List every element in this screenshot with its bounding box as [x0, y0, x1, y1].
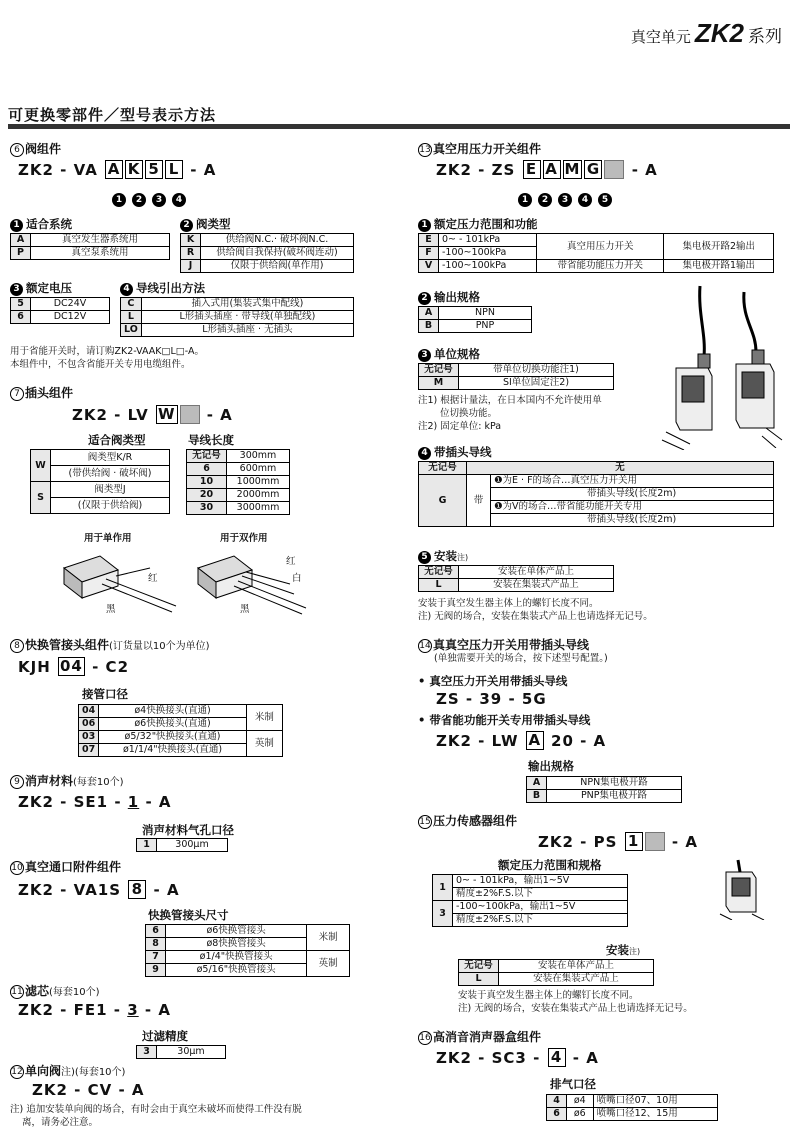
s16-title: 16 高消音消声器盒组件	[419, 1030, 542, 1044]
s11-table: 3 30μm	[136, 1045, 226, 1059]
s6-t4-table: C 插入式用(集装式集中配线) L L形插头插座 · 带导线(单独配线) LO L形插头插座 · 无插头	[120, 297, 354, 337]
s14-b2: • 带省能功能开关专用带插头导线	[418, 713, 591, 727]
s9-title: 9 消声材料(每套10个)	[10, 772, 124, 789]
s13-t5-table: 无记号 安装在单体产品上 L 安装在集装式产品上	[418, 565, 614, 592]
s13-t2-table: A NPN B PNP	[418, 306, 532, 333]
s11-label: 过滤精度	[142, 1029, 188, 1043]
s13-t1-table: E 0~ - 101kPa 真空用压力开关 集电极开路2输出 F -100~100kPa V -100~100kPa 带省能功能压力开关 集电极开路1输出	[418, 233, 774, 273]
s6-model: ZK2 - VA A K 5 L - A	[18, 160, 217, 179]
s6-t1-title: 1 适合系统	[10, 216, 72, 232]
s9-table: 1 300μm	[136, 838, 228, 852]
s7-model: ZK2 - LV W - A	[72, 405, 233, 424]
s10-table: 6 ø6快换管接头 米制 8 ø8快换管接头 7 ø1/4"快换管接头 英制 9 ø5/16"快换管接头	[145, 924, 350, 977]
s15-model: ZK2 - PS 1 - A	[538, 832, 698, 851]
s6-t2-title: 2 阀类型	[180, 216, 231, 232]
s13-t4-table: 无记号 无 G 带 ❶为E · F的场合…真空压力开关用 带插头导线(长度2m) ❶为V的场合…带省能功能开关专用 带插头导线(长度2m)	[418, 461, 774, 527]
s13-t1-title: 1 额定压力范围和功能	[418, 216, 538, 232]
s7-double-label: 用于双作用	[220, 533, 268, 544]
s14-label: 输出规格	[528, 759, 574, 773]
s7-red-1: 红	[148, 573, 158, 584]
s6-t4-title: 4 导线引出方法	[120, 280, 205, 296]
s14-sub: (单独需要开关的场合，按下述型号配置。)	[434, 653, 608, 664]
s10-label: 快换管接头尺寸	[148, 908, 229, 922]
s7-single-label: 用于单作用	[84, 533, 132, 544]
s6-note-2: 本组件中，不包含省能开关专用电缆组件。	[10, 359, 191, 370]
s16-label: 排气口径	[550, 1077, 596, 1091]
pressure-switch-manifold-icon	[726, 290, 786, 448]
s13-t3-title: 3 单位规格	[418, 346, 480, 362]
s14-model: ZK2 - LW A 20 - A	[436, 731, 607, 750]
s7-red-2: 红	[286, 556, 296, 567]
s13-model: ZK2 - ZS E A M G - A	[436, 160, 658, 179]
s13-t4-title: 4 带插头导线	[418, 444, 492, 460]
header-model: ZK2	[694, 18, 744, 48]
s14-b1: • 真空压力开关用带插头导线	[418, 674, 568, 688]
s13-t3-note-1: 注1) 根据计量法，在日本国内不允许使用单	[418, 395, 602, 406]
s11-model: ZK2 - FE1 - 3 - A	[18, 1001, 171, 1019]
s6-title: 6 阀组件	[10, 140, 61, 157]
s14-title: 14 真真空压力开关用带插头导线	[419, 638, 590, 652]
s7-title: 7 插头组件	[10, 384, 73, 401]
s6-dots: 1 2 3 4	[112, 193, 186, 207]
s15-inst-label: 安装注)	[606, 943, 641, 957]
s15-label: 额定压力范围和规格	[498, 858, 602, 872]
page-title: 可更换零部件／型号表示方法	[8, 106, 217, 124]
s13-t2-title: 2 输出规格	[418, 289, 480, 305]
s7-black-1: 黑	[106, 604, 116, 615]
s12-note-2: 离，请务必注意。	[22, 1117, 99, 1128]
s8-title: 8 快换管接头组件(订货量以10个为单位)	[10, 636, 210, 653]
s11-title: 11 滤芯(每套10个)	[11, 984, 100, 998]
s7-valve-label: 适合阀类型	[88, 433, 146, 447]
s10-model: ZK2 - VA1S 8 - A	[18, 880, 180, 899]
s7-white: 白	[292, 573, 302, 584]
s13-t3-note-3: 注2) 固定单位: kPa	[418, 421, 502, 432]
s16-table: 4 ø4 喷嘴口径07、10用 6 ø6 喷嘴口径12、15用	[546, 1094, 718, 1121]
s13-t5-note-1: 安装于真空发生器主体上的螺钉长度不同。	[418, 598, 599, 609]
s15-table: 1 0~ - 101kPa，输出1~5V 精度±2%F.S.以下 3 -100~100kPa，输出1~5V 精度±2%F.S.以下	[432, 874, 628, 927]
s7-len-table: 无记号 300mm 6 600mm 10 1000mm 20 2000mm 30 3000mm	[186, 449, 290, 515]
s13-t3-note-2: 位切换功能。	[440, 408, 498, 419]
s6-note-1: 用于省能开关时，请订购ZK2-VAAK□L□-A。	[10, 346, 204, 357]
header-unit: 真空单元	[630, 28, 691, 46]
s12-model: ZK2 - CV - A	[32, 1081, 145, 1099]
s16-model: ZK2 - SC3 - 4 - A	[436, 1048, 599, 1067]
title-rule	[8, 124, 790, 129]
s7-valve-table: W 阀类型K/R (带供给阀 · 破坏阀) S 阀类型J (仅限于供给阀)	[30, 449, 170, 514]
s13-dots: 1 2 3 4 5	[518, 193, 612, 207]
s12-note-1: 注) 追加安装单向阀的场合，有时会由于真空未破坏而使得工件没有脱	[10, 1104, 302, 1115]
s9-label: 消声材料气孔口径	[142, 823, 234, 837]
pressure-switch-single-icon	[660, 284, 722, 450]
s13-t5-title: 5 安装注)	[418, 548, 468, 564]
page-header	[631, 18, 782, 49]
s15-note-2: 注) 无阀的场合，安装在集装式产品上也请选择无记号。	[458, 1003, 693, 1014]
s6-t1-table: A 真空发生器系统用 P 真空泵系统用	[10, 233, 170, 260]
s6-t3-title: 3 额定电压	[10, 280, 72, 296]
s12-title: 12 单向阀注)(每套10个)	[11, 1064, 126, 1078]
s6-t3-table: 5 DC24V 6 DC12V	[10, 297, 110, 324]
s9-model: ZK2 - SE1 - 1 - A	[18, 793, 172, 811]
s15-note-1: 安装于真空发生器主体上的螺钉长度不同。	[458, 990, 639, 1001]
s13-t5-note-2: 注) 无阀的场合，安装在集装式产品上也请选择无记号。	[418, 611, 653, 622]
s13-title: 13 真空用压力开关组件	[419, 142, 542, 156]
s14-m1: ZS - 39 - 5G	[436, 690, 547, 708]
s14-table: A NPN集电极开路 B PNP集电极开路	[526, 776, 682, 803]
s6-t2-table: K 供给阀N.C.· 破坏阀N.C. R 供给阀自我保持(破坏阀连动) J 仅限于供给阀(单作用)	[180, 233, 354, 273]
single-connector-icon	[60, 548, 180, 620]
header-series: 系列	[748, 27, 782, 47]
s7-black-2: 黑	[240, 604, 250, 615]
s8-table: 04 ø4快换接头(直通) 米制 06 ø6快换接头(直通) 03 ø5/32"快换接头(直通) 英制 07 ø1/1/4"快换接头(直通)	[78, 704, 283, 757]
s8-model: KJH 04 - C2	[18, 657, 130, 676]
s15-title: 15 压力传感器组件	[419, 814, 518, 828]
s8-label: 接管口径	[82, 687, 128, 701]
s7-len-label: 导线长度	[188, 433, 234, 447]
s10-title: 10 真空通口附件组件	[11, 860, 122, 874]
s15-inst-table: 无记号 安装在单体产品上 L 安装在集装式产品上	[458, 959, 654, 986]
pressure-sensor-icon	[718, 858, 766, 920]
s13-t3-table: 无记号 带单位切换功能注1) M SI单位固定注2)	[418, 363, 614, 390]
